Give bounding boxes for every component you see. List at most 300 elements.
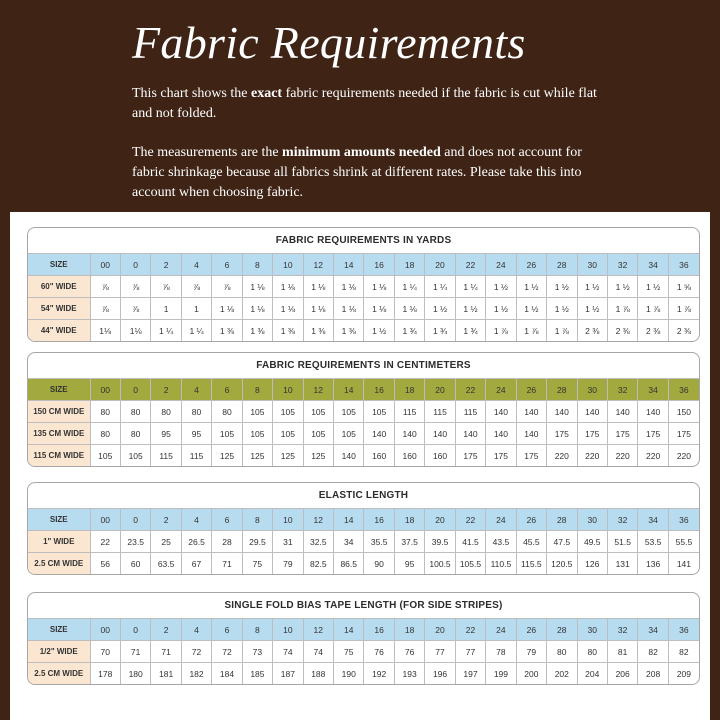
table-cell: 37.5 xyxy=(394,531,424,553)
table-cell: 35.5 xyxy=(364,531,394,553)
header-size-cell: 30 xyxy=(577,509,607,531)
note-text-end: and does not account for fabric shrinkage because all fabrics shrink at different rates. Please take this into account when choosing fabric. xyxy=(132,145,582,200)
header-size-cell: 30 xyxy=(577,254,607,276)
table-cell: 95 xyxy=(151,423,181,445)
table-cell: 115.5 xyxy=(516,553,546,575)
table-cell: 1 ⅛ xyxy=(242,298,272,320)
table-cell: 74 xyxy=(303,641,333,663)
table-cell: 105 xyxy=(120,445,150,467)
table-cell: 80 xyxy=(151,401,181,423)
table-cell: 79 xyxy=(516,641,546,663)
table-row xyxy=(28,663,699,685)
table-cell: 1 ⅜ xyxy=(273,320,303,342)
header-size-cell: 10 xyxy=(273,254,303,276)
table-cell: 34 xyxy=(334,531,364,553)
table-cell: 1⅛ xyxy=(120,320,150,342)
table-cell: 182 xyxy=(181,663,211,685)
row-label: 44" WIDE xyxy=(28,320,90,342)
table-cell: 105 xyxy=(303,401,333,423)
centimeters-table-card xyxy=(27,352,700,467)
table-cell: 71 xyxy=(120,641,150,663)
table-cell: 81 xyxy=(607,641,637,663)
table-cell: 75 xyxy=(334,641,364,663)
table-cell: 125 xyxy=(303,445,333,467)
table-cell: 202 xyxy=(547,663,577,685)
table-cell: 125 xyxy=(273,445,303,467)
table-cell: 140 xyxy=(577,401,607,423)
table-cell: 206 xyxy=(607,663,637,685)
table-row xyxy=(28,298,699,320)
header-size-cell: 22 xyxy=(455,509,485,531)
table-cell: 2 ⅜ xyxy=(607,320,637,342)
header-size-cell: 14 xyxy=(334,254,364,276)
header-size-cell: 12 xyxy=(303,619,333,641)
header-size-cell: 16 xyxy=(364,619,394,641)
header-size-cell: 2 xyxy=(151,379,181,401)
table-cell: 115 xyxy=(425,401,455,423)
table-cell: 25 xyxy=(151,531,181,553)
header-size-cell: 24 xyxy=(486,509,516,531)
table-cell: 1 ¾ xyxy=(394,320,424,342)
table-cell: 1 ⅛ xyxy=(273,298,303,320)
header-size-cell: 2 xyxy=(151,509,181,531)
header-size-label: SIZE xyxy=(28,254,90,276)
header-size-cell: 10 xyxy=(273,509,303,531)
table-cell: 140 xyxy=(638,401,668,423)
table-cell: 199 xyxy=(486,663,516,685)
header-size-cell: 8 xyxy=(242,379,272,401)
table-cell: 140 xyxy=(425,423,455,445)
header-size-cell: 34 xyxy=(638,254,668,276)
table-cell: 180 xyxy=(120,663,150,685)
table-cell: 32.5 xyxy=(303,531,333,553)
table-cell: 82 xyxy=(638,641,668,663)
table-cell: 140 xyxy=(486,401,516,423)
table-row xyxy=(28,445,699,467)
header-size-cell: 16 xyxy=(364,254,394,276)
table-cell: ⅞ xyxy=(90,298,120,320)
header-size-cell: 32 xyxy=(607,254,637,276)
table-cell: 115 xyxy=(151,445,181,467)
table-header-row xyxy=(28,254,699,276)
table-cell: 1 ½ xyxy=(486,298,516,320)
header-size-cell: 32 xyxy=(607,619,637,641)
table-cell: 220 xyxy=(577,445,607,467)
header-size-cell: 00 xyxy=(90,379,120,401)
intro-text-start: This chart shows the xyxy=(132,86,251,101)
table-cell: 140 xyxy=(547,401,577,423)
header-size-cell: 20 xyxy=(425,619,455,641)
table-cell: 95 xyxy=(181,423,211,445)
table-cell: 120.5 xyxy=(547,553,577,575)
header-size-cell: 6 xyxy=(212,254,242,276)
table-row xyxy=(28,401,699,423)
table-cell: 1 ⅛ xyxy=(394,298,424,320)
table-cell: 1 ½ xyxy=(547,276,577,298)
bias-tape-table xyxy=(28,618,699,684)
table-header-row xyxy=(28,619,699,641)
table-cell: 140 xyxy=(334,445,364,467)
header-size-cell: 34 xyxy=(638,619,668,641)
table-row xyxy=(28,531,699,553)
table-cell: 1 xyxy=(151,298,181,320)
header-size-cell: 6 xyxy=(212,509,242,531)
table-cell: 2 ⅜ xyxy=(668,320,699,342)
table-cell: 193 xyxy=(394,663,424,685)
header-size-label: SIZE xyxy=(28,619,90,641)
table-cell: 160 xyxy=(394,445,424,467)
table-row xyxy=(28,320,699,342)
table-cell: 175 xyxy=(638,423,668,445)
table-cell: 1 ⅛ xyxy=(334,298,364,320)
table-cell: 80 xyxy=(212,401,242,423)
table-cell: 1 ⅛ xyxy=(303,298,333,320)
table-cell: 220 xyxy=(607,445,637,467)
header-size-cell: 22 xyxy=(455,254,485,276)
table-cell: 105 xyxy=(273,423,303,445)
table-cell: 105 xyxy=(334,401,364,423)
table-cell: 1⅛ xyxy=(90,320,120,342)
table-cell: 140 xyxy=(516,401,546,423)
header-size-cell: 30 xyxy=(577,379,607,401)
table-cell: 1 ½ xyxy=(364,320,394,342)
table-cell: ⅞ xyxy=(120,276,150,298)
table-cell: 1 ⅞ xyxy=(516,320,546,342)
table-cell: 82 xyxy=(668,641,699,663)
table-cell: 49.5 xyxy=(577,531,607,553)
table-cell: 105 xyxy=(242,401,272,423)
table-cell: 1 ⅛ xyxy=(364,276,394,298)
table-cell: 150 xyxy=(668,401,699,423)
header-size-cell: 4 xyxy=(181,254,211,276)
header-size-cell: 6 xyxy=(212,619,242,641)
table-cell: 1 ⅛ xyxy=(273,276,303,298)
header-size-cell: 0 xyxy=(120,254,150,276)
table-cell: 41.5 xyxy=(455,531,485,553)
table-cell: 200 xyxy=(516,663,546,685)
table-cell: 175 xyxy=(607,423,637,445)
header-size-cell: 28 xyxy=(547,254,577,276)
table-cell: 1 ⅛ xyxy=(303,276,333,298)
table-cell: 80 xyxy=(90,401,120,423)
table-cell: 29.5 xyxy=(242,531,272,553)
table-cell: 105 xyxy=(334,423,364,445)
header-size-cell: 0 xyxy=(120,509,150,531)
table-cell: 140 xyxy=(607,401,637,423)
header-size-cell: 20 xyxy=(425,379,455,401)
table-title: FABRIC REQUIREMENTS IN CENTIMETERS xyxy=(256,360,471,371)
table-cell: 185 xyxy=(242,663,272,685)
table-cell: 1 ¼ xyxy=(425,276,455,298)
table-cell: 79 xyxy=(273,553,303,575)
header-size-cell: 00 xyxy=(90,619,120,641)
header-size-cell: 32 xyxy=(607,509,637,531)
table-cell: 1 ⅞ xyxy=(668,298,699,320)
table-cell: 56 xyxy=(90,553,120,575)
bias-tape-table-card xyxy=(27,592,700,685)
table-cell: 175 xyxy=(547,423,577,445)
table-cell: 105 xyxy=(273,401,303,423)
header-size-cell: 28 xyxy=(547,509,577,531)
table-cell: 1 ½ xyxy=(516,298,546,320)
header-size-cell: 24 xyxy=(486,619,516,641)
table-cell: ⅞ xyxy=(212,276,242,298)
table-cell: ⅞ xyxy=(181,276,211,298)
table-cell: 140 xyxy=(516,423,546,445)
header-size-cell: 12 xyxy=(303,509,333,531)
table-cell: 1 ½ xyxy=(425,298,455,320)
header-size-cell: 0 xyxy=(120,379,150,401)
table-cell: 1 ⅜ xyxy=(212,320,242,342)
table-cell: 1 ½ xyxy=(607,276,637,298)
header-size-cell: 22 xyxy=(455,619,485,641)
table-title: SINGLE FOLD BIAS TAPE LENGTH (FOR SIDE STRIPES) xyxy=(224,600,503,611)
header-size-cell: 18 xyxy=(394,619,424,641)
yards-table-card xyxy=(27,227,700,342)
table-cell: 80 xyxy=(181,401,211,423)
table-cell: 204 xyxy=(577,663,607,685)
table-cell: 45.5 xyxy=(516,531,546,553)
header-size-cell: 8 xyxy=(242,254,272,276)
table-header-row xyxy=(28,379,699,401)
header-size-cell: 26 xyxy=(516,254,546,276)
header-size-cell: 36 xyxy=(668,254,699,276)
table-cell: 192 xyxy=(364,663,394,685)
table-cell: 72 xyxy=(212,641,242,663)
table-cell: 51.5 xyxy=(607,531,637,553)
row-label: 150 CM WIDE xyxy=(28,401,90,423)
header-size-cell: 20 xyxy=(425,509,455,531)
table-cell: 77 xyxy=(455,641,485,663)
table-cell: 1 ½ xyxy=(516,276,546,298)
header-size-cell: 32 xyxy=(607,379,637,401)
header-size-cell: 26 xyxy=(516,619,546,641)
table-cell: ⅞ xyxy=(151,276,181,298)
table-cell: 2 ⅜ xyxy=(577,320,607,342)
header-size-cell: 00 xyxy=(90,509,120,531)
table-cell: 95 xyxy=(394,553,424,575)
table-row xyxy=(28,553,699,575)
row-label: 1" WIDE xyxy=(28,531,90,553)
elastic-table xyxy=(28,508,699,574)
table-cell: 1 ½ xyxy=(486,276,516,298)
table-cell: 125 xyxy=(242,445,272,467)
row-label: 115 CM WIDE xyxy=(28,445,90,467)
intro-text-end: fabric requirements needed if the fabric is cut while flat and not folded. xyxy=(132,86,597,121)
table-cell: 115 xyxy=(394,401,424,423)
table-cell: 80 xyxy=(120,401,150,423)
table-title: FABRIC REQUIREMENTS IN YARDS xyxy=(275,235,452,246)
row-label: 1/2" WIDE xyxy=(28,641,90,663)
centimeters-table xyxy=(28,378,699,466)
header-size-cell: 20 xyxy=(425,254,455,276)
header-size-cell: 18 xyxy=(394,509,424,531)
table-cell: 1 ⅞ xyxy=(486,320,516,342)
table-cell: 1 ⅞ xyxy=(547,320,577,342)
table-cell: 1 ⅛ xyxy=(242,276,272,298)
table-cell: 105 xyxy=(303,423,333,445)
table-cell: 197 xyxy=(455,663,485,685)
table-cell: 175 xyxy=(486,445,516,467)
table-header-row xyxy=(28,509,699,531)
row-label: 2.5 CM WIDE xyxy=(28,663,90,685)
table-cell: 80 xyxy=(120,423,150,445)
row-label: 60" WIDE xyxy=(28,276,90,298)
table-cell: 1 ¾ xyxy=(425,320,455,342)
header-size-cell: 00 xyxy=(90,254,120,276)
table-cell: 1 ½ xyxy=(638,276,668,298)
table-cell: 209 xyxy=(668,663,699,685)
header-size-cell: 8 xyxy=(242,619,272,641)
header-size-cell: 14 xyxy=(334,509,364,531)
table-cell: 140 xyxy=(455,423,485,445)
header-size-cell: 12 xyxy=(303,379,333,401)
table-cell: 1 ½ xyxy=(455,298,485,320)
row-label: 2.5 CM WIDE xyxy=(28,553,90,575)
table-cell: 105 xyxy=(242,423,272,445)
table-cell: 105 xyxy=(90,445,120,467)
table-cell: 26.5 xyxy=(181,531,211,553)
header-size-label: SIZE xyxy=(28,379,90,401)
table-cell: 141 xyxy=(668,553,699,575)
header-size-cell: 12 xyxy=(303,254,333,276)
table-cell: 67 xyxy=(181,553,211,575)
header-size-cell: 4 xyxy=(181,379,211,401)
table-cell: 76 xyxy=(394,641,424,663)
table-cell: 184 xyxy=(212,663,242,685)
table-cell: 1 ⅛ xyxy=(212,298,242,320)
table-cell: 74 xyxy=(273,641,303,663)
table-cell: ⅞ xyxy=(90,276,120,298)
table-cell: 125 xyxy=(212,445,242,467)
header-size-label: SIZE xyxy=(28,509,90,531)
header-size-cell: 26 xyxy=(516,379,546,401)
row-label: 135 CM WIDE xyxy=(28,423,90,445)
table-row xyxy=(28,276,699,298)
header-size-cell: 14 xyxy=(334,619,364,641)
table-cell: 53.5 xyxy=(638,531,668,553)
table-cell: 22 xyxy=(90,531,120,553)
table-cell: 115 xyxy=(455,401,485,423)
table-cell: 1 ¾ xyxy=(455,320,485,342)
header-size-cell: 4 xyxy=(181,619,211,641)
table-cell: 80 xyxy=(577,641,607,663)
table-cell: 188 xyxy=(303,663,333,685)
table-cell: 175 xyxy=(577,423,607,445)
table-cell: 175 xyxy=(668,423,699,445)
table-cell: 1 ⅞ xyxy=(638,298,668,320)
table-cell: 1 xyxy=(181,298,211,320)
header-size-cell: 14 xyxy=(334,379,364,401)
table-cell: 71 xyxy=(212,553,242,575)
header-size-cell: 36 xyxy=(668,509,699,531)
table-cell: 2 ⅜ xyxy=(638,320,668,342)
header-size-cell: 18 xyxy=(394,254,424,276)
header-size-cell: 34 xyxy=(638,379,668,401)
header-size-cell: 24 xyxy=(486,254,516,276)
header-size-cell: 36 xyxy=(668,619,699,641)
table-cell: 1 ⅛ xyxy=(364,298,394,320)
table-cell: 160 xyxy=(364,445,394,467)
table-cell: 105 xyxy=(364,401,394,423)
header-size-cell: 36 xyxy=(668,379,699,401)
table-cell: 43.5 xyxy=(486,531,516,553)
intro-paragraph xyxy=(132,84,612,124)
header-size-cell: 10 xyxy=(273,619,303,641)
table-cell: 126 xyxy=(577,553,607,575)
table-cell: 75 xyxy=(242,553,272,575)
table-cell: 1 ⅜ xyxy=(242,320,272,342)
table-cell: 105 xyxy=(212,423,242,445)
note-text-start: The measurements are the xyxy=(132,145,283,160)
table-row xyxy=(28,423,699,445)
table-cell: 178 xyxy=(90,663,120,685)
table-row xyxy=(28,641,699,663)
table-cell: 1 ⅞ xyxy=(607,298,637,320)
header-size-cell: 4 xyxy=(181,509,211,531)
header-size-cell: 30 xyxy=(577,619,607,641)
elastic-table-card xyxy=(27,482,700,575)
table-cell: ⅞ xyxy=(120,298,150,320)
table-cell: 105.5 xyxy=(455,553,485,575)
header-size-cell: 22 xyxy=(455,379,485,401)
table-cell: 78 xyxy=(486,641,516,663)
table-cell: 140 xyxy=(486,423,516,445)
table-cell: 76 xyxy=(364,641,394,663)
table-cell: 1 ¼ xyxy=(455,276,485,298)
header-size-cell: 0 xyxy=(120,619,150,641)
header-size-cell: 26 xyxy=(516,509,546,531)
header-size-cell: 28 xyxy=(547,619,577,641)
table-cell: 196 xyxy=(425,663,455,685)
table-cell: 220 xyxy=(638,445,668,467)
table-cell: 115 xyxy=(181,445,211,467)
table-cell: 60 xyxy=(120,553,150,575)
table-cell: 220 xyxy=(547,445,577,467)
table-cell: 208 xyxy=(638,663,668,685)
table-cell: 190 xyxy=(334,663,364,685)
table-cell: 77 xyxy=(425,641,455,663)
header-size-cell: 10 xyxy=(273,379,303,401)
table-cell: 187 xyxy=(273,663,303,685)
table-cell: 140 xyxy=(394,423,424,445)
table-cell: 1 ¼ xyxy=(181,320,211,342)
header-size-cell: 18 xyxy=(394,379,424,401)
header-size-cell: 2 xyxy=(151,254,181,276)
header-size-cell: 34 xyxy=(638,509,668,531)
table-cell: 47.5 xyxy=(547,531,577,553)
header-size-cell: 24 xyxy=(486,379,516,401)
table-cell: 28 xyxy=(212,531,242,553)
header-size-cell: 16 xyxy=(364,509,394,531)
header-size-cell: 16 xyxy=(364,379,394,401)
note-paragraph xyxy=(132,143,612,203)
table-cell: 175 xyxy=(516,445,546,467)
yards-table xyxy=(28,253,699,341)
table-cell: 70 xyxy=(90,641,120,663)
row-label: 54" WIDE xyxy=(28,298,90,320)
table-cell: 39.5 xyxy=(425,531,455,553)
table-cell: 100.5 xyxy=(425,553,455,575)
table-cell: 175 xyxy=(455,445,485,467)
table-cell: 86.5 xyxy=(334,553,364,575)
table-cell: 181 xyxy=(151,663,181,685)
note-text-bold: minimum amounts needed xyxy=(282,145,441,160)
header-size-cell: 6 xyxy=(212,379,242,401)
table-cell: 80 xyxy=(547,641,577,663)
table-cell: 140 xyxy=(364,423,394,445)
table-cell: 1 ¼ xyxy=(151,320,181,342)
